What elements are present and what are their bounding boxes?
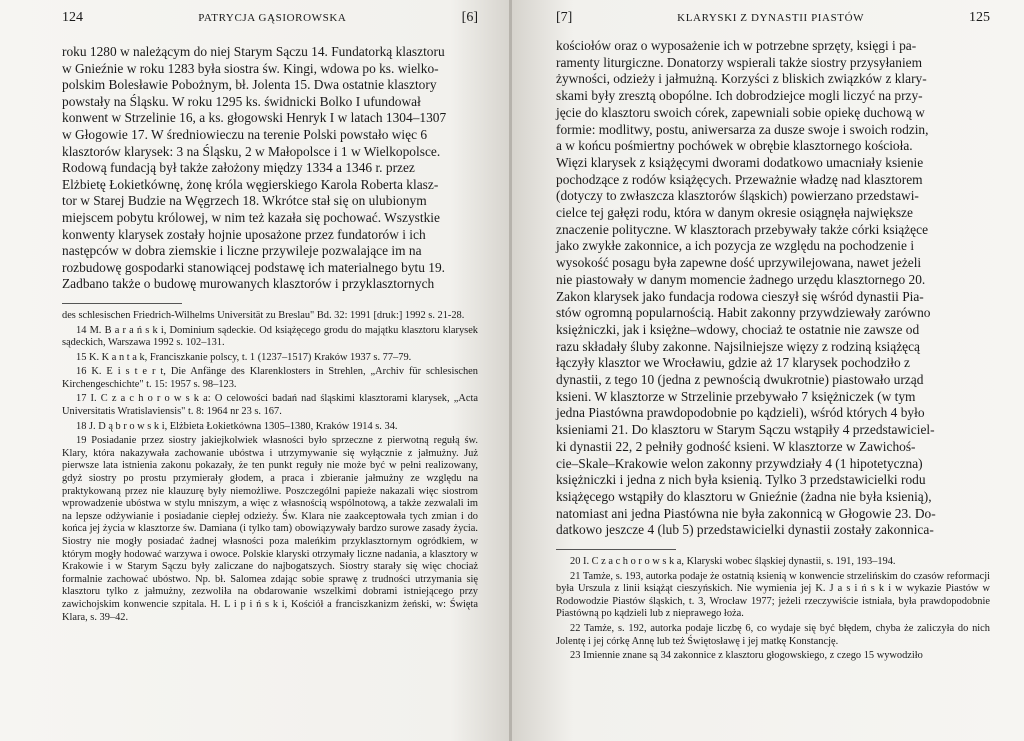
body-line: razu składały śluby zakonne. Najsilniejsze więzy z rodziną książęcą xyxy=(556,338,920,354)
footnote-14: 14 M. B a r a ń s k i, Dominium sądeckie. Od książęcego grodu do majątku klasztoru klarysek sądeckich, Warszawa 1992 s. 102–131. xyxy=(62,324,478,349)
body-line: cie–Skale–Krakowie welon zakonny przywdziały 4 (1 hipotetyczna) xyxy=(556,455,923,471)
body-line: Rodową fundacją był także założony między 1334 a 1346 r. przez xyxy=(62,160,415,176)
right-page-number: 125 xyxy=(969,10,990,25)
body-line: wysokość posagu była zapewne dość uprzywilejowana, nawet jeżeli xyxy=(556,255,922,271)
body-line: datkowo jeszcze 4 (lub 5) przedstawicielki dynastii zostały zakonnica- xyxy=(556,522,934,538)
body-line: ki dynastii 22, 2 pełniły godność ksieni. W klasztorze w Zawichoś- xyxy=(556,438,916,454)
body-line: tor w Starej Budzie na Węgrzech 18. Wkrótce stał się on ulubionym xyxy=(62,193,427,209)
footnote-15: 15 K. K a n t a k, Franciszkanie polscy, t. 1 (1237–1517) Kraków 1937 s. 77–79. xyxy=(76,351,412,363)
left-page-header xyxy=(62,10,478,32)
right-footnotes xyxy=(556,549,990,663)
left-running-title: PATRYCJA GĄSIOROWSKA xyxy=(198,12,347,24)
body-line: cielce tej gałęzi rodu, która w danym okresie osiągnęła największe xyxy=(556,205,913,221)
footnote-20: 20 I. C z a c h o r o w s k a, Klaryski wobec śląskiej dynastii, s. 191, 193–194. xyxy=(570,556,896,568)
body-line: jako zwykłe zakonnice, a ich pozycja ze względu na pochodzenie i xyxy=(556,238,915,254)
body-line: natomiast ani jedna Piastówna nie była zakonnicą w Głogowie 23. Do- xyxy=(556,505,936,521)
body-line: klasztorów klarysek: 3 na Śląsku, 2 w Małopolsce i 1 w Wielkopolsce. xyxy=(62,143,441,159)
footnote-23: 23 Imiennie znane są 34 zakonnice z klasztoru głogowskiego, z czego 15 wywodziło xyxy=(570,650,923,662)
body-line: w Gnieźnie w roku 1283 była siostra św. Kingi, wdowa po ks. wielko- xyxy=(62,60,439,76)
footnote-17: 17 I. C z a c h o r o w s k a: O celowości badań nad śląskimi klasztorami klarysek, „Acta Universitatis Wratislaviensis" t. 8: 1964 nr 23 s. 167. xyxy=(62,393,478,418)
body-line: Elżbietę Łokietkównę, żonę króla węgierskiego Karola Roberta klasz- xyxy=(62,176,439,192)
body-line: w Głogowie 17. W średniowieczu na terenie Polski powstało więc 6 xyxy=(62,126,428,142)
left-footnotes xyxy=(62,303,478,624)
body-line: następców w dobra ziemskie i liczne przywileje pozwalające im na xyxy=(62,243,422,259)
left-section-mark: [6] xyxy=(461,10,478,25)
body-line: skami były zresztą obopólne. Ich dobrodziejce mogli liczyć na przy- xyxy=(556,88,923,104)
footnote-divider xyxy=(62,303,182,304)
body-line: formie: modlitwy, postu, aniwersarza za dusze swoje i swoich rodzin, xyxy=(556,121,929,137)
body-line: konwenty klarysek zostały hojnie uposażone przez fundatorów i ich xyxy=(62,226,426,242)
body-line: książęcego wstąpiły do klasztoru w Gnieźnie (żadna nie była ksienią), xyxy=(556,488,932,504)
body-line: ksieniami 21. Do klasztoru w Starym Sączu wstąpiły 4 przedstawiciel- xyxy=(556,422,935,438)
body-line: (dotyczy to zwłaszcza klasztorów śląskich) powierzano przedstawi- xyxy=(556,188,919,204)
body-line: księżniczki i jedna z nich była ksienią. Tylko 3 przedstawicielki rodu xyxy=(556,472,926,488)
body-line: nie piastowały w danym momencie żadnego urzędu klasztornego 20. xyxy=(556,271,926,287)
body-line: Więzi klarysek z książęcymi dworami dodatkowo umacniały ksienie xyxy=(556,154,924,170)
body-line: stów ogromną popularnością. Habit zakonny przywdziewały zarówno xyxy=(556,305,931,321)
body-line: jęcie do klasztoru swoich córek, zapewniali sobie opiekę duchową w xyxy=(556,104,925,120)
right-section-mark: [7] xyxy=(556,10,573,25)
body-line: a w końcu pośmiertny pochówek w obrębie klasztornego kościoła. xyxy=(556,138,913,154)
body-line: jedna Piastówna prawdopodobnie po kądzieli), wśród których 4 było xyxy=(556,405,925,421)
body-line: księżniczki, jak i księżne–wdowy, chociaż te ostatnie nie zawsze od xyxy=(556,321,920,337)
body-line: roku 1280 w należącym do niej Starym Sączu 14. Fundatorką klasztoru xyxy=(62,44,445,59)
footnote-18: 18 J. D ą b r o w s k i, Elżbieta Łokietkówna 1305–1380, Kraków 1914 s. 34. xyxy=(76,420,398,432)
right-page-header xyxy=(556,10,990,32)
body-line: żywności, odzieży i jałmużną. Korzyści z bliskich związków z klary- xyxy=(556,71,927,87)
footnote-21: 21 Tamże, s. 193, autorka podaje że ostatnią ksienią w konwencie strzelińskim do czasów reformacji była Urszula z linii książąt cieszyńskich. Nie wymienia jej K. J a s i ń s k i w wykazie Piastów w Rodowodzie Piastów śląskich, t. 3, Wrocław 1977; jeżeli rzeczywiście istniała, była prawdopodobnie Piastówną po kądzieli lub z nieprawego łoża. xyxy=(556,570,990,620)
footnote-continuation: des schlesischen Friedrich-Wilhelms Universität zu Breslau" Bd. 32: 1991 [druk:] 1992 s. 21-28. xyxy=(62,309,465,321)
footnote-22: 22 Tamże, s. 192, autorka podaje liczbę 6, co wydaje się być błędem, chyba że zaliczyła do nich Jolentę i jej córkę Annę lub też Świętosławę i jej matkę Konstancję. xyxy=(556,623,990,647)
body-line: polskim Bolesławie Pobożnym, bł. Jolenta 15. Dwa ostatnie klasztory xyxy=(62,77,437,93)
body-line: ramenty liturgiczne. Donatorzy wspierali także siostry przysyłaniem xyxy=(556,54,923,70)
body-line: Zakon klarysek jako fundacja rodowa cieszył się wśród dynastii Pia- xyxy=(556,288,924,304)
footnote-19: 19 Posiadanie przez siostry jakiejkolwiek własności było sprzeczne z pierwotną regułą św. Klary, która nakazywała zachowanie ubóstwa i utrzymywanie się wyłącznie z jałmużny. Już pierwsze lata istnienia zakonu pokazały, że ten punkt reguły nie może być w pełni realizowany, gdyż siostry po prostu przymierały głodem, a praca i zbieranie jałmużny ze względu na praktykowaną przez nie klauzurę były niemożliwe. Poszczególni papieże nakazali więc siostrom wprowadzenie ubóstwa w stylu mniszym, a więc z własnością wspólnotową, a także zezwalali im na lepsze odżywianie i posiadanie ciepłej odzieży. Św. Klara nie zaakceptowała tych zmian i do końca jej życia w klasztorze św. Damiana (i tylko tam) obowiązywały bardzo surowe zasady życia. Siostry nie mogły posiadać żadnej własności poza maleńkim przyklasztornym ogródkiem, w którym mogły hodować warzywa i owoce. Polskie klaryski otrzymały liczne nadania, a klasztory w Krakowie i w Starym Sączu były zaliczane do najbogatszych. Siostry starały się więc chociaż formalnie zachować ubóstwo. Np. bł. Salomea zdając sobie sprawę z trudności utrzymania się klasztoru tylko z jałmużny, zezwoliła na obdarowanie wszelkimi dobrami istniejącego przy zawichojskim konwencie szpitala. H. L i p i ń s k i, Kościół a franciszkanizm żeński, w: Święta Klara, s. 39–42. xyxy=(62,435,478,623)
body-line: kościołów oraz o wyposażenie ich w potrzebne sprzęty, księgi i pa- xyxy=(556,38,917,53)
body-line: powstały na Śląsku. W roku 1295 ks. świdnicki Bolko I ufundował xyxy=(62,93,421,109)
right-body-text xyxy=(556,38,990,539)
footnote-divider xyxy=(556,549,676,550)
left-body-text xyxy=(62,44,478,293)
body-line: Zadbano także o budowę murowanych klasztorów i przyklasztornych xyxy=(62,276,435,292)
body-line: konwent w Strzelinie 16, a ks. głogowski Henryk I w latach 1304–1307 xyxy=(62,110,447,126)
body-line: dynastii, z tego 10 (jedna z pewnością dwukrotnie) piastowało urząd xyxy=(556,372,924,388)
left-page-number: 124 xyxy=(62,10,83,25)
body-line: miejscem pobytu królowej, w nim też kazała się pochować. Wszystkie xyxy=(62,209,440,225)
body-line: rozbudowę gospodarki stanowiącej podstawę ich materialnego bytu 19. xyxy=(62,259,446,275)
body-line: ksieni. W klasztorze w Strzelinie przebywało 7 księżniczek (w tym xyxy=(556,388,916,404)
right-running-title: KLARYSKI Z DYNASTII PIASTÓW xyxy=(677,12,865,24)
body-line: pochodzące z rodów książęcych. Przeważnie władzę nad klasztorem xyxy=(556,171,923,187)
body-line: znaczenie polityczne. W klasztorach przebywały także córki książęce xyxy=(556,221,929,237)
right-page xyxy=(512,0,1024,741)
footnote-16: 16 K. E i s t e r t, Die Anfänge des Klarenklosters in Strehlen, „Archiv für schlesischen Kirchengeschichte" t. 15: 1957 s. 98–123. xyxy=(62,366,478,390)
body-line: łączyły klasztor we Wrocławiu, gdzie aż 17 klarysek pochodziło z xyxy=(556,355,910,371)
